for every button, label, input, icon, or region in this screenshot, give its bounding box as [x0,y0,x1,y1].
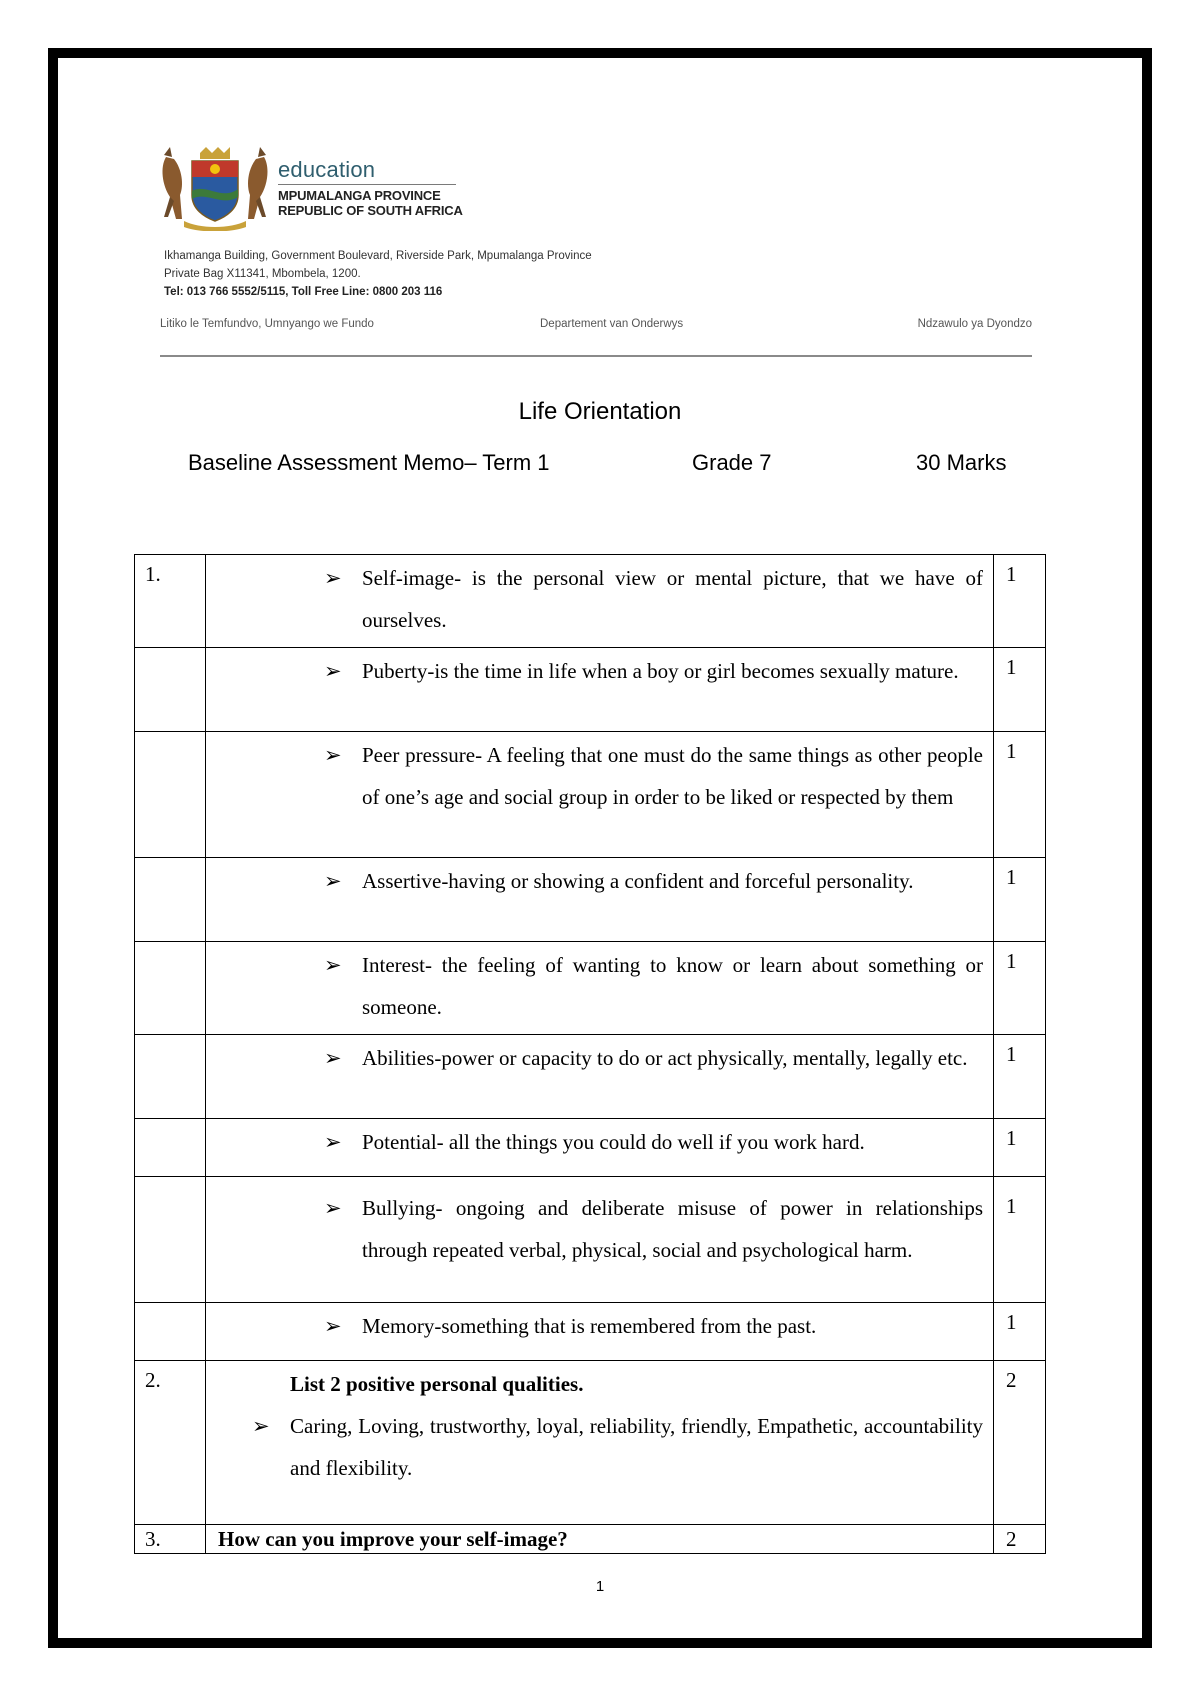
definition-text: Peer pressure- A feeling that one must do the same things as other people of one’s age and social group in order to be liked or respected by them [362,743,983,809]
arrow-bullet-icon: ➢ [324,1130,342,1154]
mark-cell: 1 [994,1119,1046,1177]
brand-underline [278,184,456,185]
arrow-bullet-icon: ➢ [324,566,342,590]
definition-text: Interest- the feeling of wanting to know or learn about something or someone. [362,953,983,1019]
address-line-2: Private Bag X11341, Mbombela, 1200. [164,268,361,280]
question-text: List 2 positive personal qualities. [290,1372,584,1396]
definition-text: Puberty-is the time in life when a boy or girl becomes sexually mature. [362,659,959,683]
mark-cell: 1 [994,858,1046,942]
mark-cell: 1 [994,1177,1046,1303]
table-row [135,1035,1046,1119]
letterhead-divider [160,355,1032,357]
question-number: 3. [135,1525,206,1554]
arrow-bullet-icon: ➢ [324,1314,342,1338]
education-brand [278,158,463,218]
total-marks-label: 30 Marks [916,450,1007,475]
mark-cell: 1 [994,732,1046,858]
question-number: 2. [135,1361,206,1525]
arrow-bullet-icon: ➢ [324,1196,342,1220]
table-row [135,555,1046,648]
telephone-line: Tel: 013 766 5552/5115, Toll Free Line: 0800 203 116 [164,286,443,298]
mark-cell: 2 [994,1361,1046,1525]
arrow-bullet-icon: ➢ [324,659,342,683]
mark-cell: 1 [994,1035,1046,1119]
arrow-bullet-icon: ➢ [324,743,342,767]
mark-cell: 1 [994,648,1046,732]
subject-title: Life Orientation [518,398,682,425]
mark-cell: 1 [994,1303,1046,1361]
question-number: 1. [135,555,206,648]
definition-text: Assertive-having or showing a confident and forceful personality. [362,869,914,893]
table-row [135,732,1046,858]
coat-of-arms-logo [156,145,274,231]
table-row [135,1525,1046,1554]
question-text: How can you improve your self-image? [218,1527,568,1551]
province-name: MPUMALANGA PROVINCE [278,188,441,203]
assessment-title: Baseline Assessment Memo– Term 1 [188,450,550,475]
department-names [160,318,1032,336]
arrow-bullet-icon: ➢ [324,1046,342,1070]
dept-name-siswati: Litiko le Temfundvo, Umnyango we Fundo [160,318,374,330]
table-row [135,1177,1046,1303]
definition-text: Abilities-power or capacity to do or act physically, mentally, legally etc. [362,1046,968,1070]
memo-table [134,554,1046,1554]
definition-text: Self-image- is the personal view or mental picture, that we have of ourselves. [362,566,983,632]
arrow-bullet-icon: ➢ [324,869,342,893]
table-row [135,1303,1046,1361]
arrow-bullet-icon: ➢ [252,1414,270,1438]
brand-word: education [278,157,376,182]
address-line-1: Ikhamanga Building, Government Boulevard, Riverside Park, Mpumalanga Province [164,250,592,262]
arrow-bullet-icon: ➢ [324,953,342,977]
definition-text: Potential- all the things you could do well if you work hard. [362,1130,865,1154]
dept-name-afrikaans: Departement van Onderwys [540,318,684,330]
table-row [135,1119,1046,1177]
definition-text: Bullying- ongoing and deliberate misuse of power in relationships through repeated verbal, physical, social and psychological harm. [362,1196,983,1262]
address-block [164,247,592,301]
page-number: 1 [595,1578,605,1595]
country-name: REPUBLIC OF SOUTH AFRICA [278,203,463,218]
table-row [135,648,1046,732]
definition-text: Memory-something that is remembered from the past. [362,1314,817,1338]
mark-cell: 1 [994,555,1046,648]
answer-text: Caring, Loving, trustworthy, loyal, reliability, friendly, Empathetic, accountability and flexibility. [290,1414,983,1480]
mark-cell: 2 [994,1525,1046,1554]
table-row [135,1361,1046,1525]
mark-cell: 1 [994,942,1046,1035]
table-row [135,942,1046,1035]
grade-label: Grade 7 [692,450,772,475]
dept-name-tsonga: Ndzawulo ya Dyondzo [917,318,1032,330]
table-row [135,858,1046,942]
